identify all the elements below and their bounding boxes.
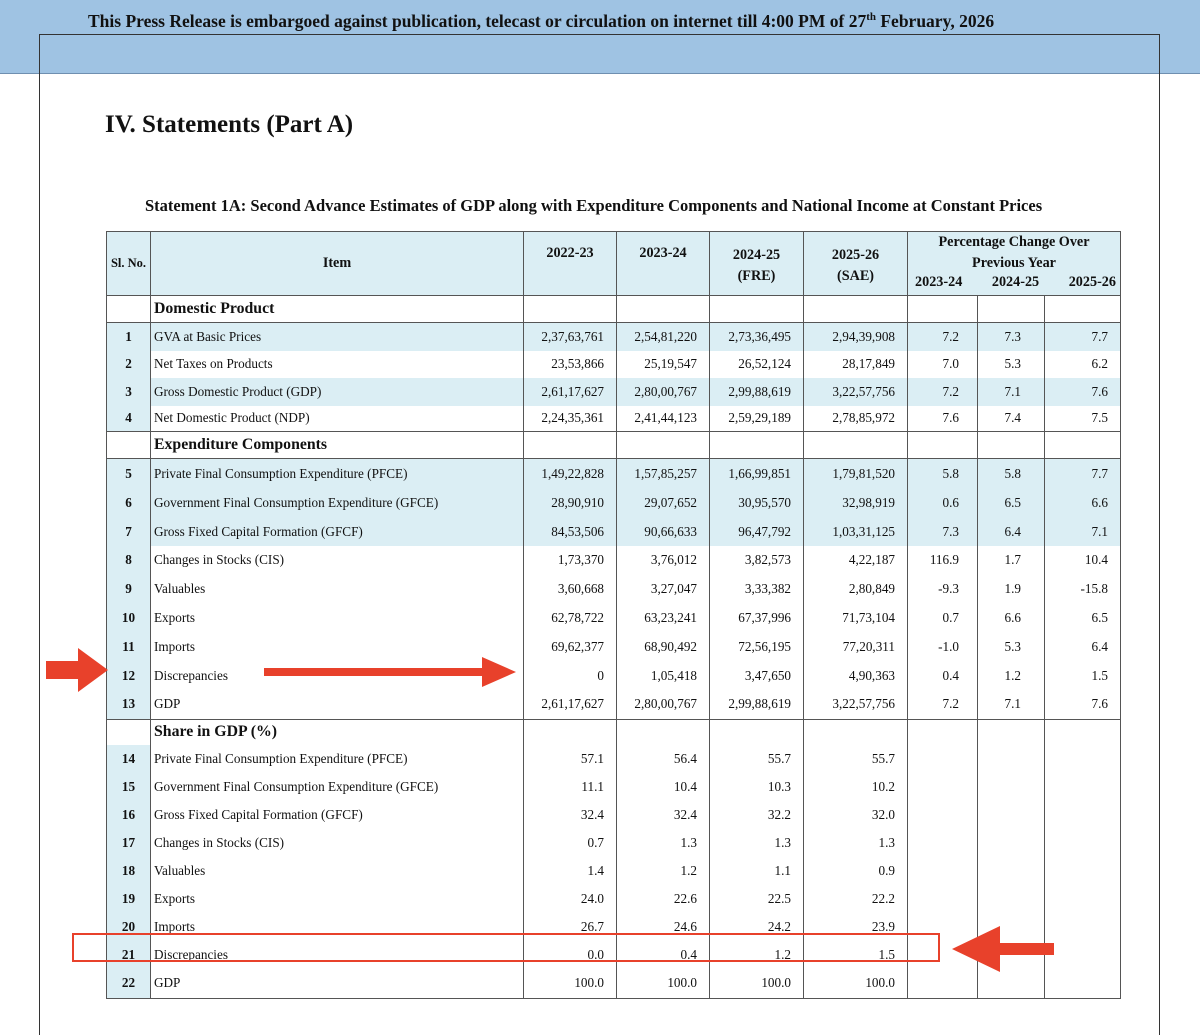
row-value-col1: 0 bbox=[524, 662, 617, 690]
arrow-right-long-icon bbox=[264, 657, 518, 687]
row-value-col2: 22.6 bbox=[617, 885, 710, 913]
row-sl-no: 8 bbox=[107, 546, 151, 575]
row-value-col2: 1,05,418 bbox=[617, 662, 710, 690]
row-value-col3: 3,33,382 bbox=[710, 575, 804, 604]
row-sl-no: 20 bbox=[107, 913, 151, 941]
section-blank-cell bbox=[1045, 720, 1121, 745]
row-value-col4: 1,03,31,125 bbox=[804, 518, 908, 546]
row-pct-change-2: 7.1 bbox=[978, 690, 1045, 720]
row-item-label: Government Final Consumption Expenditure (GFCE) bbox=[151, 773, 524, 801]
row-value-col1: 2,24,35,361 bbox=[524, 406, 617, 432]
row-value-col1: 2,37,63,761 bbox=[524, 323, 617, 351]
row-value-col3: 100.0 bbox=[710, 969, 804, 999]
row-pct-change-2: 1.9 bbox=[978, 575, 1045, 604]
page-heading: IV. Statements (Part A) bbox=[105, 111, 354, 138]
row-value-col3: 1.2 bbox=[710, 941, 804, 969]
header-pct-2025-26: 2025-26 bbox=[1068, 274, 1116, 290]
table-row bbox=[107, 518, 1121, 546]
row-value-col3: 55.7 bbox=[710, 745, 804, 773]
row-value-col1: 0.7 bbox=[524, 829, 617, 857]
table-row bbox=[107, 489, 1121, 518]
table-row bbox=[107, 885, 1121, 913]
section-blank-cell bbox=[524, 432, 617, 459]
row-pct-change-3: 10.4 bbox=[1045, 546, 1121, 575]
row-value-col4: 1,79,81,520 bbox=[804, 459, 908, 489]
row-value-col3: 32.2 bbox=[710, 801, 804, 829]
row-pct-change-2: 1.2 bbox=[978, 662, 1045, 690]
row-value-col4: 3,22,57,756 bbox=[804, 378, 908, 406]
row-value-col2: 56.4 bbox=[617, 745, 710, 773]
section-blank-cell bbox=[710, 432, 804, 459]
row-value-col1: 32.4 bbox=[524, 801, 617, 829]
row-pct-change-2: 1.7 bbox=[978, 546, 1045, 575]
header-2023-24: 2023-24 bbox=[617, 232, 710, 296]
row-item-label: Net Taxes on Products bbox=[151, 351, 524, 378]
row-pct-change-1: 7.2 bbox=[908, 378, 978, 406]
row-pct-change-1: 7.6 bbox=[908, 406, 978, 432]
row-value-col4: 77,20,311 bbox=[804, 633, 908, 662]
table-row bbox=[107, 323, 1121, 351]
row-pct-blank bbox=[1045, 857, 1121, 885]
table-row bbox=[107, 829, 1121, 857]
section-row-share bbox=[107, 720, 1121, 745]
row-sl-no: 4 bbox=[107, 406, 151, 432]
row-pct-blank bbox=[1045, 829, 1121, 857]
row-pct-change-2: 6.4 bbox=[978, 518, 1045, 546]
row-value-col1: 69,62,377 bbox=[524, 633, 617, 662]
row-item-label: GDP bbox=[151, 969, 524, 999]
row-sl-no: 1 bbox=[107, 323, 151, 351]
row-sl-no: 2 bbox=[107, 351, 151, 378]
row-value-col2: 3,76,012 bbox=[617, 546, 710, 575]
row-value-col2: 2,41,44,123 bbox=[617, 406, 710, 432]
row-item-label: Net Domestic Product (NDP) bbox=[151, 406, 524, 432]
table-row bbox=[107, 801, 1121, 829]
row-value-col1: 28,90,910 bbox=[524, 489, 617, 518]
row-item-label: Exports bbox=[151, 885, 524, 913]
row-value-col2: 1.2 bbox=[617, 857, 710, 885]
row-pct-change-3: 7.7 bbox=[1045, 323, 1121, 351]
row-item-label: Changes in Stocks (CIS) bbox=[151, 829, 524, 857]
row-value-col2: 68,90,492 bbox=[617, 633, 710, 662]
table-header-row bbox=[107, 232, 1121, 296]
row-value-col4: 1.3 bbox=[804, 829, 908, 857]
row-pct-change-1: 7.2 bbox=[908, 690, 978, 720]
row-pct-change-1: 7.2 bbox=[908, 323, 978, 351]
row-pct-change-2: 7.1 bbox=[978, 378, 1045, 406]
row-pct-change-1: 116.9 bbox=[908, 546, 978, 575]
section-row-domestic bbox=[107, 296, 1121, 323]
row-value-col4: 2,78,85,972 bbox=[804, 406, 908, 432]
table-row bbox=[107, 546, 1121, 575]
section-blank-cell bbox=[617, 720, 710, 745]
row-sl-no: 14 bbox=[107, 745, 151, 773]
row-pct-blank bbox=[1045, 801, 1121, 829]
row-value-col1: 2,61,17,627 bbox=[524, 690, 617, 720]
row-pct-change-1: -1.0 bbox=[908, 633, 978, 662]
row-value-col1: 1,49,22,828 bbox=[524, 459, 617, 489]
row-pct-blank bbox=[908, 885, 978, 913]
row-sl-no: 17 bbox=[107, 829, 151, 857]
row-pct-change-3: 1.5 bbox=[1045, 662, 1121, 690]
row-sl-no: 18 bbox=[107, 857, 151, 885]
row-pct-change-3: 7.5 bbox=[1045, 406, 1121, 432]
row-value-col3: 2,59,29,189 bbox=[710, 406, 804, 432]
row-pct-change-1: -9.3 bbox=[908, 575, 978, 604]
row-value-col1: 0.0 bbox=[524, 941, 617, 969]
table-row bbox=[107, 604, 1121, 633]
row-item-label: GDP bbox=[151, 690, 524, 720]
row-value-col4: 71,73,104 bbox=[804, 604, 908, 633]
section-blank-cell bbox=[1045, 432, 1121, 459]
gdp-statement-table bbox=[106, 231, 1121, 999]
row-pct-blank bbox=[978, 801, 1045, 829]
row-item-label: Private Final Consumption Expenditure (PFCE) bbox=[151, 745, 524, 773]
arrow-left-icon bbox=[950, 926, 1056, 972]
row-pct-change-2: 6.6 bbox=[978, 604, 1045, 633]
row-pct-blank bbox=[908, 801, 978, 829]
row-value-col1: 57.1 bbox=[524, 745, 617, 773]
row-value-col3: 96,47,792 bbox=[710, 518, 804, 546]
table-row bbox=[107, 662, 1121, 690]
row-pct-blank bbox=[978, 829, 1045, 857]
table-row bbox=[107, 745, 1121, 773]
row-pct-change-3: 7.7 bbox=[1045, 459, 1121, 489]
row-pct-blank bbox=[1045, 773, 1121, 801]
arrow-right-icon bbox=[46, 648, 110, 692]
row-sl-no: 12 bbox=[107, 662, 151, 690]
row-value-col3: 1.3 bbox=[710, 829, 804, 857]
row-value-col3: 26,52,124 bbox=[710, 351, 804, 378]
row-sl-no: 13 bbox=[107, 690, 151, 720]
header-2024-25: 2024-25 (FRE) bbox=[710, 232, 804, 296]
row-item-label: Government Final Consumption Expenditure (GFCE) bbox=[151, 489, 524, 518]
row-pct-blank bbox=[908, 773, 978, 801]
row-value-col3: 2,99,88,619 bbox=[710, 378, 804, 406]
row-pct-change-3: -15.8 bbox=[1045, 575, 1121, 604]
row-pct-change-2: 7.3 bbox=[978, 323, 1045, 351]
row-value-col1: 100.0 bbox=[524, 969, 617, 999]
row-value-col4: 2,94,39,908 bbox=[804, 323, 908, 351]
row-value-col4: 22.2 bbox=[804, 885, 908, 913]
row-value-col1: 26.7 bbox=[524, 913, 617, 941]
row-value-col3: 3,82,573 bbox=[710, 546, 804, 575]
row-pct-change-2: 5.3 bbox=[978, 351, 1045, 378]
table-row bbox=[107, 406, 1121, 432]
row-pct-blank bbox=[908, 745, 978, 773]
row-value-col2: 25,19,547 bbox=[617, 351, 710, 378]
row-pct-blank bbox=[1045, 969, 1121, 999]
table-row bbox=[107, 575, 1121, 604]
row-value-col4: 55.7 bbox=[804, 745, 908, 773]
row-sl-no: 3 bbox=[107, 378, 151, 406]
row-pct-blank bbox=[978, 745, 1045, 773]
table-row bbox=[107, 459, 1121, 489]
row-value-col3: 1,66,99,851 bbox=[710, 459, 804, 489]
row-pct-change-1: 7.0 bbox=[908, 351, 978, 378]
row-item-label: Imports bbox=[151, 913, 524, 941]
row-value-col4: 3,22,57,756 bbox=[804, 690, 908, 720]
row-pct-change-1: 0.4 bbox=[908, 662, 978, 690]
section-sl-blank bbox=[107, 720, 151, 745]
row-pct-blank bbox=[1045, 745, 1121, 773]
row-value-col1: 1.4 bbox=[524, 857, 617, 885]
row-item-label: Valuables bbox=[151, 857, 524, 885]
row-item-label: Private Final Consumption Expenditure (PFCE) bbox=[151, 459, 524, 489]
row-pct-change-2: 6.5 bbox=[978, 489, 1045, 518]
header-pct-2023-24: 2023-24 bbox=[915, 274, 963, 290]
section-title-share: Share in GDP (%) bbox=[151, 720, 524, 745]
row-value-col2: 100.0 bbox=[617, 969, 710, 999]
header-item: Item bbox=[151, 232, 524, 296]
section-blank-cell bbox=[804, 432, 908, 459]
row-value-col4: 0.9 bbox=[804, 857, 908, 885]
row-sl-no: 21 bbox=[107, 941, 151, 969]
header-sl-no: Sl. No. bbox=[107, 232, 151, 296]
section-sl-blank bbox=[107, 296, 151, 323]
header-2025-26: 2025-26 (SAE) bbox=[804, 232, 908, 296]
row-value-col4: 2,80,849 bbox=[804, 575, 908, 604]
row-value-col2: 2,54,81,220 bbox=[617, 323, 710, 351]
row-value-col2: 2,80,00,767 bbox=[617, 690, 710, 720]
row-value-col2: 29,07,652 bbox=[617, 489, 710, 518]
row-pct-blank bbox=[908, 857, 978, 885]
row-pct-change-3: 6.4 bbox=[1045, 633, 1121, 662]
row-value-col2: 24.6 bbox=[617, 913, 710, 941]
header-percentage-change: Percentage Change Over Previous Year 2023-24 2024-25 2025-26 bbox=[908, 232, 1121, 296]
row-value-col1: 24.0 bbox=[524, 885, 617, 913]
row-sl-no: 22 bbox=[107, 969, 151, 999]
row-pct-change-3: 6.6 bbox=[1045, 489, 1121, 518]
section-blank-cell bbox=[1045, 296, 1121, 323]
row-pct-blank bbox=[978, 857, 1045, 885]
row-item-label: Gross Domestic Product (GDP) bbox=[151, 378, 524, 406]
row-pct-change-1: 5.8 bbox=[908, 459, 978, 489]
row-sl-no: 19 bbox=[107, 885, 151, 913]
row-sl-no: 7 bbox=[107, 518, 151, 546]
row-sl-no: 10 bbox=[107, 604, 151, 633]
row-value-col3: 1.1 bbox=[710, 857, 804, 885]
row-item-label: Changes in Stocks (CIS) bbox=[151, 546, 524, 575]
section-blank-cell bbox=[524, 296, 617, 323]
row-pct-change-1: 7.3 bbox=[908, 518, 978, 546]
row-pct-blank bbox=[1045, 885, 1121, 913]
row-pct-blank bbox=[978, 773, 1045, 801]
section-blank-cell bbox=[978, 296, 1045, 323]
row-value-col4: 1.5 bbox=[804, 941, 908, 969]
row-value-col3: 22.5 bbox=[710, 885, 804, 913]
embargo-notice: This Press Release is embargoed against publication, telecast or circulation on internet till 4:00 PM of 27th February, 2026 bbox=[88, 11, 995, 31]
row-value-col1: 84,53,506 bbox=[524, 518, 617, 546]
row-value-col1: 11.1 bbox=[524, 773, 617, 801]
table-row bbox=[107, 690, 1121, 720]
section-title-expenditure: Expenditure Components bbox=[151, 432, 524, 459]
row-sl-no: 15 bbox=[107, 773, 151, 801]
row-value-col2: 2,80,00,767 bbox=[617, 378, 710, 406]
row-item-label: Discrepancies bbox=[151, 941, 524, 969]
table-row bbox=[107, 969, 1121, 999]
section-blank-cell bbox=[617, 432, 710, 459]
row-value-col1: 3,60,668 bbox=[524, 575, 617, 604]
row-value-col2: 32.4 bbox=[617, 801, 710, 829]
row-value-col3: 3,47,650 bbox=[710, 662, 804, 690]
row-value-col1: 23,53,866 bbox=[524, 351, 617, 378]
statement-title: Statement 1A: Second Advance Estimates of GDP along with Expenditure Components and National Income at Constant Prices bbox=[145, 196, 1043, 215]
row-item-label: Exports bbox=[151, 604, 524, 633]
row-pct-change-3: 7.6 bbox=[1045, 690, 1121, 720]
row-value-col3: 2,99,88,619 bbox=[710, 690, 804, 720]
row-value-col2: 63,23,241 bbox=[617, 604, 710, 633]
row-value-col2: 10.4 bbox=[617, 773, 710, 801]
row-sl-no: 16 bbox=[107, 801, 151, 829]
section-blank-cell bbox=[524, 720, 617, 745]
section-blank-cell bbox=[978, 720, 1045, 745]
table-row bbox=[107, 378, 1121, 406]
section-sl-blank bbox=[107, 432, 151, 459]
section-blank-cell bbox=[804, 720, 908, 745]
row-pct-change-2: 7.4 bbox=[978, 406, 1045, 432]
row-value-col2: 0.4 bbox=[617, 941, 710, 969]
row-item-label: Discrepancies bbox=[151, 662, 524, 690]
row-pct-change-3: 6.5 bbox=[1045, 604, 1121, 633]
row-pct-change-2: 5.3 bbox=[978, 633, 1045, 662]
row-pct-blank bbox=[978, 969, 1045, 999]
section-blank-cell bbox=[804, 296, 908, 323]
row-pct-change-3: 7.6 bbox=[1045, 378, 1121, 406]
row-value-col3: 2,73,36,495 bbox=[710, 323, 804, 351]
section-blank-cell bbox=[710, 296, 804, 323]
row-value-col4: 10.2 bbox=[804, 773, 908, 801]
row-pct-change-3: 7.1 bbox=[1045, 518, 1121, 546]
section-title-domestic: Domestic Product bbox=[151, 296, 524, 323]
row-pct-blank bbox=[908, 829, 978, 857]
header-pct-2024-25: 2024-25 bbox=[991, 274, 1040, 290]
row-value-col3: 10.3 bbox=[710, 773, 804, 801]
section-blank-cell bbox=[710, 720, 804, 745]
section-blank-cell bbox=[908, 720, 978, 745]
row-value-col2: 3,27,047 bbox=[617, 575, 710, 604]
section-row-expenditure bbox=[107, 432, 1121, 459]
row-value-col3: 30,95,570 bbox=[710, 489, 804, 518]
row-value-col4: 28,17,849 bbox=[804, 351, 908, 378]
row-value-col3: 67,37,996 bbox=[710, 604, 804, 633]
table-row bbox=[107, 351, 1121, 378]
row-value-col2: 1,57,85,257 bbox=[617, 459, 710, 489]
section-blank-cell bbox=[908, 432, 978, 459]
table-row bbox=[107, 773, 1121, 801]
row-value-col2: 90,66,633 bbox=[617, 518, 710, 546]
row-pct-blank bbox=[908, 969, 978, 999]
row-value-col3: 72,56,195 bbox=[710, 633, 804, 662]
row-value-col4: 4,22,187 bbox=[804, 546, 908, 575]
row-sl-no: 5 bbox=[107, 459, 151, 489]
highlight-box-row-21 bbox=[72, 933, 940, 962]
row-value-col1: 62,78,722 bbox=[524, 604, 617, 633]
row-item-label: Gross Fixed Capital Formation (GFCF) bbox=[151, 518, 524, 546]
row-item-label: Valuables bbox=[151, 575, 524, 604]
row-value-col4: 23.9 bbox=[804, 913, 908, 941]
row-pct-change-3: 6.2 bbox=[1045, 351, 1121, 378]
row-value-col4: 4,90,363 bbox=[804, 662, 908, 690]
row-value-col3: 24.2 bbox=[710, 913, 804, 941]
table-row bbox=[107, 633, 1121, 662]
header-2022-23: 2022-23 bbox=[524, 232, 617, 296]
row-item-label: GVA at Basic Prices bbox=[151, 323, 524, 351]
row-value-col4: 32,98,919 bbox=[804, 489, 908, 518]
section-blank-cell bbox=[908, 296, 978, 323]
row-value-col1: 1,73,370 bbox=[524, 546, 617, 575]
row-pct-change-1: 0.6 bbox=[908, 489, 978, 518]
row-sl-no: 6 bbox=[107, 489, 151, 518]
row-pct-change-2: 5.8 bbox=[978, 459, 1045, 489]
table-row bbox=[107, 857, 1121, 885]
row-sl-no: 11 bbox=[107, 633, 151, 662]
row-value-col4: 100.0 bbox=[804, 969, 908, 999]
row-pct-change-1: 0.7 bbox=[908, 604, 978, 633]
row-value-col1: 2,61,17,627 bbox=[524, 378, 617, 406]
section-blank-cell bbox=[617, 296, 710, 323]
section-blank-cell bbox=[978, 432, 1045, 459]
row-item-label: Gross Fixed Capital Formation (GFCF) bbox=[151, 801, 524, 829]
row-sl-no: 9 bbox=[107, 575, 151, 604]
row-item-label: Imports bbox=[151, 633, 524, 662]
row-value-col4: 32.0 bbox=[804, 801, 908, 829]
row-pct-blank bbox=[978, 885, 1045, 913]
row-value-col2: 1.3 bbox=[617, 829, 710, 857]
